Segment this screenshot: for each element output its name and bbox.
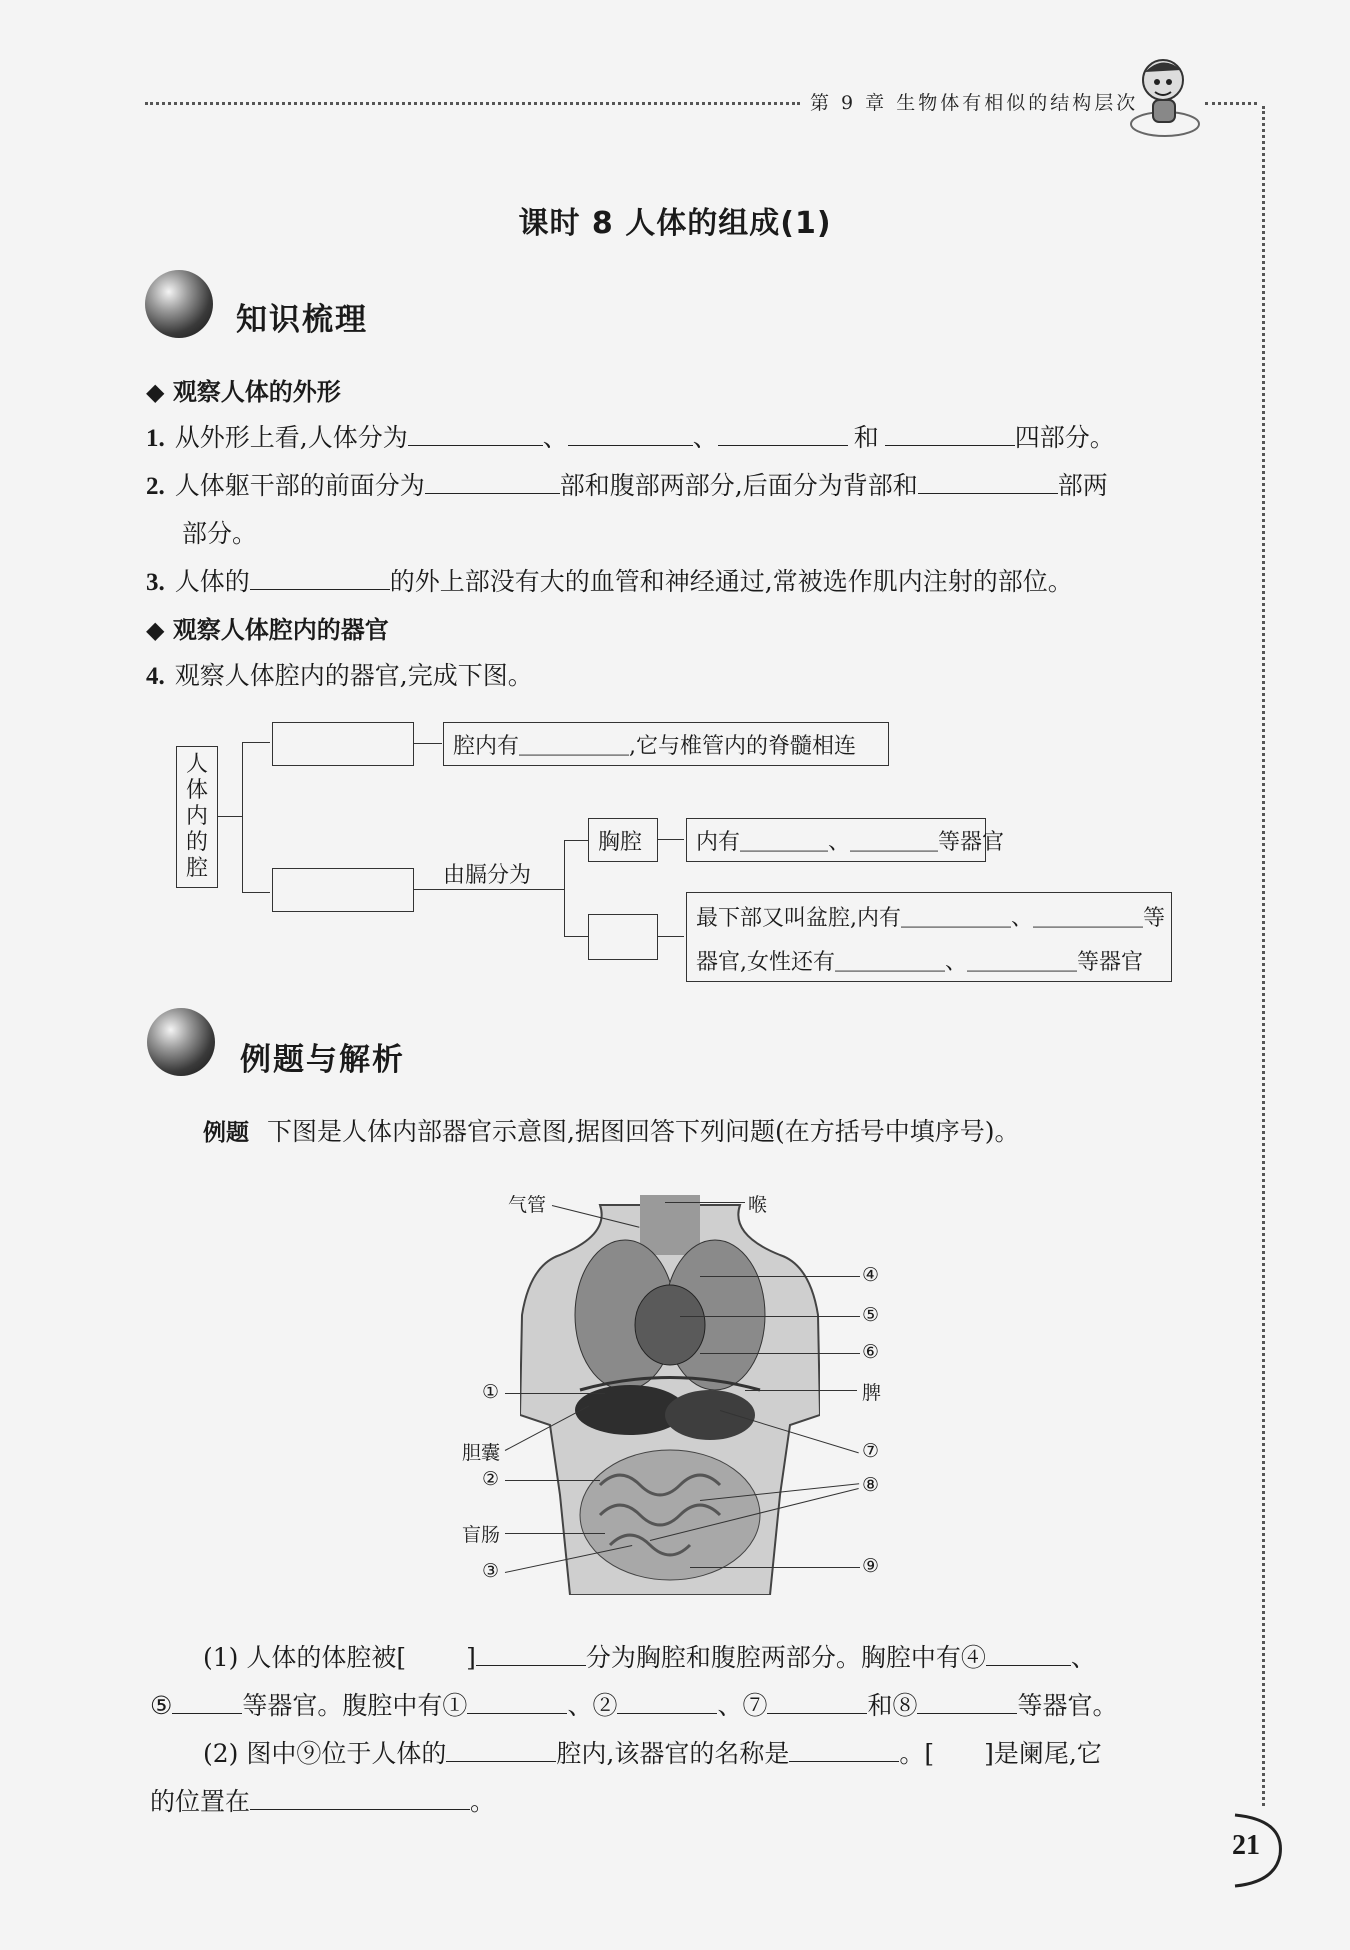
- diaphragm-label: 由膈分为: [443, 863, 532, 888]
- question-text: 部和腹部两部分,后面分为背部和: [559, 471, 918, 500]
- header-dotted-rule-right: [1205, 102, 1257, 105]
- label-cecum: 盲肠: [462, 1524, 501, 1546]
- label-8: ⑧: [862, 1474, 880, 1496]
- question-2-cont: 部分。: [182, 519, 258, 548]
- label-gallbladder: 胆囊: [462, 1442, 501, 1464]
- connector: [564, 936, 588, 937]
- lesson-title: 课时 8 人体的组成(1): [518, 206, 832, 241]
- question-text: 等器官。腹腔中有①: [242, 1691, 468, 1720]
- label-9: ⑨: [862, 1555, 880, 1577]
- question-text: 和⑧: [867, 1691, 918, 1720]
- question-text: 和: [853, 423, 879, 452]
- chest-cavity-label: 胸腔: [598, 830, 643, 855]
- connector: [564, 840, 565, 936]
- question-text: 四部分。: [1014, 423, 1115, 452]
- answer-blank[interactable]: [250, 567, 390, 590]
- question-text: 等器官。: [1017, 1691, 1118, 1720]
- question-number: 1.: [146, 425, 165, 452]
- question-2: [146, 466, 1108, 502]
- answer-blank[interactable]: [617, 1691, 717, 1714]
- leader-line: [505, 1533, 605, 1534]
- root-label: 人 体 内 的 腔: [186, 752, 209, 881]
- connector: [658, 936, 684, 937]
- example-question-1: [203, 1638, 1096, 1674]
- answer-blank[interactable]: [917, 1691, 1017, 1714]
- answer-blank[interactable]: [425, 471, 560, 494]
- right-dotted-margin: [1262, 106, 1265, 1806]
- example-question-2-cont: [150, 1782, 495, 1818]
- question-3: [146, 562, 1073, 598]
- leader-line: [505, 1393, 605, 1394]
- leader-line: [680, 1316, 860, 1317]
- answer-blank[interactable]: [476, 1643, 586, 1666]
- subheading-external-form: ◆ 观察人体的外形: [146, 378, 341, 406]
- example-prompt: [203, 1112, 1019, 1148]
- connector: [242, 742, 270, 743]
- spinal-cavity-text: 腔内有＿＿＿＿＿,它与椎管内的脊髓相连: [453, 734, 856, 759]
- question-text: (1) 人体的体腔被[: [203, 1643, 407, 1672]
- mascot-icon: [1125, 52, 1205, 142]
- question-text: 从外形上看,人体分为: [174, 423, 408, 452]
- leader-line: [745, 1390, 857, 1391]
- subheading-cavity-organs: ◆ 观察人体腔内的器官: [146, 616, 389, 644]
- connector: [414, 743, 442, 744]
- connector: [217, 816, 242, 817]
- label-7: ⑦: [862, 1440, 880, 1462]
- answer-blank[interactable]: [446, 1739, 556, 1762]
- answer-blank[interactable]: [718, 423, 848, 446]
- question-text: ⑤: [150, 1691, 173, 1720]
- question-text: ]是阑尾,它: [984, 1739, 1102, 1768]
- question-text: ]: [466, 1643, 476, 1672]
- question-text: 分为胸腔和腹腔两部分。胸腔中有④: [585, 1643, 986, 1672]
- globe-icon: [147, 1008, 215, 1076]
- label-trachea: 气管: [508, 1194, 547, 1216]
- header-dotted-rule: [145, 102, 800, 105]
- question-text: 部两: [1057, 471, 1108, 500]
- label-1: ①: [482, 1381, 500, 1403]
- label-4: ④: [862, 1264, 880, 1286]
- question-text: 腔内,该器官的名称是: [556, 1739, 790, 1768]
- label-6: ⑥: [862, 1341, 880, 1363]
- answer-blank[interactable]: [250, 1787, 470, 1810]
- connector: [414, 889, 564, 890]
- question-text: 。[: [899, 1739, 935, 1768]
- question-text: 、: [1070, 1643, 1096, 1672]
- answer-blank[interactable]: [885, 423, 1015, 446]
- page-number: 21: [1232, 1830, 1260, 1861]
- example-label: 例题: [203, 1120, 249, 1146]
- label-spleen: 脾: [862, 1382, 882, 1404]
- leader-line: [700, 1276, 860, 1277]
- leader-line: [690, 1567, 860, 1568]
- question-number: 3.: [146, 569, 165, 596]
- answer-box-abdominal-cavity[interactable]: [588, 914, 658, 960]
- label-5: ⑤: [862, 1304, 880, 1326]
- answer-box-body-cavity[interactable]: [272, 868, 414, 912]
- answer-blank[interactable]: [918, 471, 1058, 494]
- question-text: 观察人体腔内的器官,完成下图。: [174, 661, 533, 690]
- answer-blank[interactable]: [172, 1691, 242, 1714]
- question-text: 人体躯干部的前面分为: [174, 471, 425, 500]
- answer-blank[interactable]: [406, 1644, 466, 1666]
- question-number: 2.: [146, 473, 165, 500]
- example-question-2: [203, 1734, 1102, 1770]
- answer-blank[interactable]: [568, 423, 693, 446]
- answer-blank[interactable]: [789, 1739, 899, 1762]
- globe-icon: [145, 270, 213, 338]
- label-3: ③: [482, 1560, 500, 1582]
- chapter-header: 第 9 章 生物体有相似的结构层次: [810, 92, 1139, 114]
- connector: [242, 742, 243, 892]
- connector: [658, 839, 684, 840]
- connector: [564, 840, 588, 841]
- question-text: 、②: [567, 1691, 618, 1720]
- section-title-examples: 例题与解析: [240, 1042, 405, 1078]
- question-text: 、: [692, 423, 718, 452]
- example-question-1-cont: [150, 1686, 1118, 1722]
- question-text: (2) 图中⑨位于人体的: [203, 1739, 447, 1768]
- question-text: 。: [470, 1787, 496, 1816]
- question-text: 人体的: [174, 567, 250, 596]
- question-text: 、: [542, 423, 568, 452]
- label-larynx: 喉: [748, 1194, 768, 1216]
- chest-organs-text: 内有＿＿＿＿、＿＿＿＿等器官: [696, 830, 1005, 855]
- question-text: 的外上部没有大的血管和神经通过,常被选作肌内注射的部位。: [389, 567, 1073, 596]
- pelvis-text-2: 器官,女性还有＿＿＿＿＿、＿＿＿＿＿等器官: [696, 950, 1143, 975]
- answer-blank[interactable]: [767, 1691, 867, 1714]
- pelvis-text-1: 最下部又叫盆腔,内有＿＿＿＿＿、＿＿＿＿＿等: [696, 906, 1165, 931]
- leader-line: [700, 1353, 860, 1354]
- question-number: 4.: [146, 663, 165, 690]
- leader-line: [665, 1202, 745, 1203]
- section-title-knowledge: 知识梳理: [236, 302, 368, 338]
- label-2: ②: [482, 1468, 500, 1490]
- answer-blank[interactable]: [408, 423, 543, 446]
- connector: [242, 892, 270, 893]
- answer-blank[interactable]: [986, 1643, 1071, 1666]
- answer-box-spinal-cavity[interactable]: [272, 722, 414, 766]
- answer-blank[interactable]: [467, 1691, 567, 1714]
- question-1: [146, 418, 1115, 454]
- leader-line: [505, 1480, 600, 1481]
- example-text: 下图是人体内部器官示意图,据图回答下列问题(在方括号中填序号)。: [267, 1117, 1020, 1146]
- question-4: [146, 656, 533, 692]
- question-text: 、⑦: [717, 1691, 768, 1720]
- answer-blank[interactable]: [934, 1740, 984, 1762]
- question-text: 的位置在: [150, 1787, 251, 1816]
